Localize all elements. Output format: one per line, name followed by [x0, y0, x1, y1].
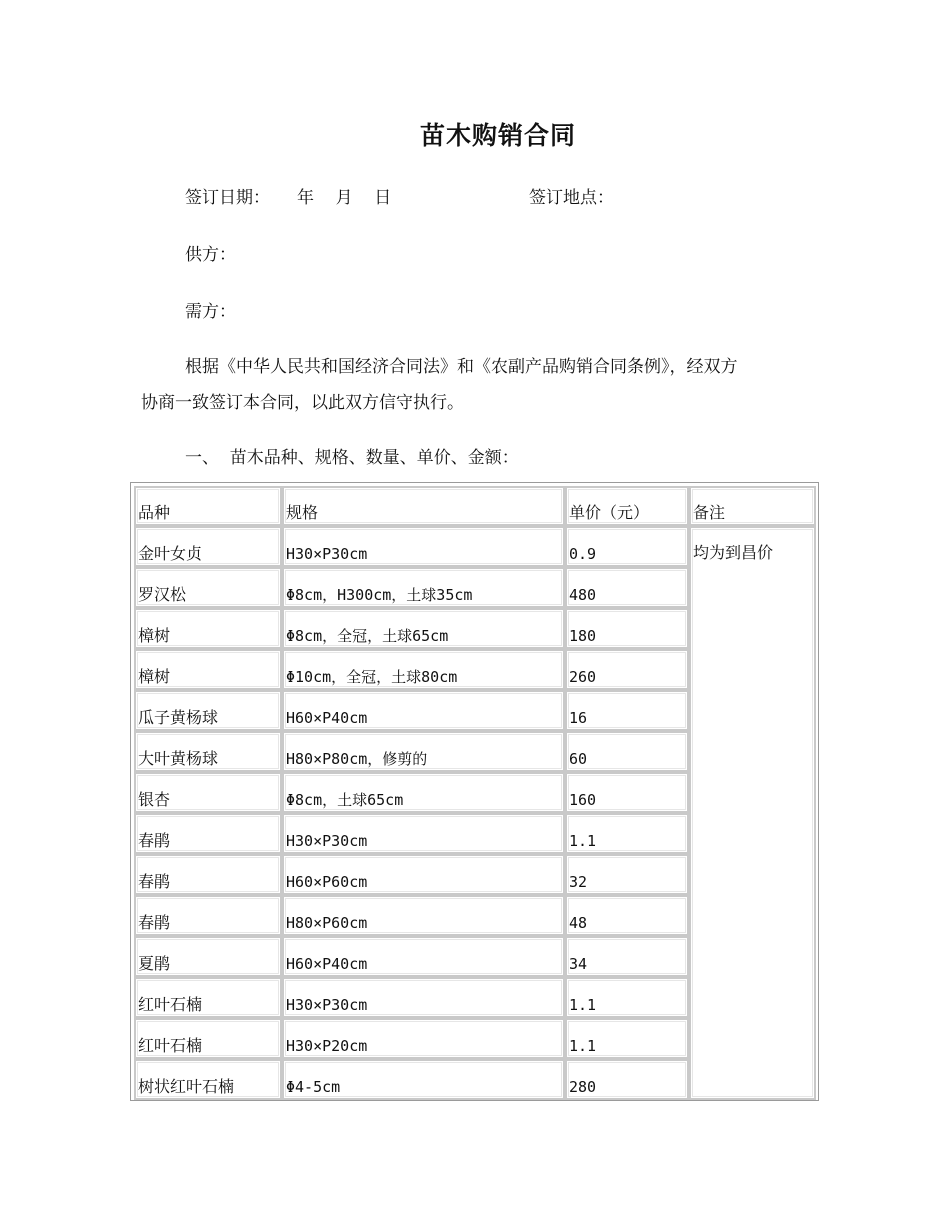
table-cell-variety-text: 樟树	[138, 667, 171, 686]
table-cell-spec-text: Φ8cm，土球65cm	[286, 791, 404, 809]
table-cell-variety-text: 红叶石楠	[138, 1036, 203, 1055]
table-cell-price-text: 32	[569, 873, 588, 891]
table-cell-price	[565, 854, 689, 895]
table-cell-price	[565, 813, 689, 854]
table-cell-spec-text: H60×P40cm	[286, 955, 368, 973]
table-cell-variety-text: 春鹃	[138, 831, 171, 850]
table-cell-variety	[134, 936, 282, 977]
table-cell-spec	[282, 813, 565, 854]
table-cell-price	[565, 977, 689, 1018]
table-cell-spec-text: H60×P60cm	[286, 873, 368, 891]
table-cell-variety-text: 樟树	[138, 626, 171, 645]
table-header-cell	[134, 486, 282, 526]
table-cell-price	[565, 526, 689, 567]
table-cell-price-text: 60	[569, 750, 588, 768]
table-cell-spec	[282, 977, 565, 1018]
table-cell-variety	[134, 1059, 282, 1100]
table-cell-spec-text: Φ10cm，全冠，土球80cm	[286, 668, 458, 686]
table-header-cell-text: 单价（元）	[569, 503, 650, 522]
table-cell-spec-text: H30×P30cm	[286, 996, 368, 1014]
table-cell-variety-text: 金叶女贞	[138, 544, 203, 563]
table-cell-price-text: 160	[569, 791, 597, 809]
table-cell-variety	[134, 526, 282, 567]
table-header-cell	[282, 486, 565, 526]
table-cell-price-text: 260	[569, 668, 597, 686]
table-cell-variety	[134, 690, 282, 731]
table-cell-note	[689, 526, 816, 1100]
table-cell-price-text: 16	[569, 709, 588, 727]
table-cell-variety-text: 大叶黄杨球	[138, 749, 219, 768]
nursery-stock-table	[130, 482, 819, 1101]
table-cell-price-text: 280	[569, 1078, 597, 1096]
table-cell-variety-text: 罗汉松	[138, 585, 187, 604]
table-cell-variety-text: 夏鹃	[138, 954, 171, 973]
table-cell-spec	[282, 772, 565, 813]
table-header-cell	[565, 486, 689, 526]
table-cell-spec	[282, 731, 565, 772]
table-cell-variety-text: 银杏	[138, 790, 171, 809]
table-cell-variety	[134, 854, 282, 895]
table-cell-price	[565, 772, 689, 813]
table-cell-spec-text: Φ8cm，H300cm，土球35cm	[286, 586, 473, 604]
table-cell-price	[565, 690, 689, 731]
table-cell-price	[565, 731, 689, 772]
document-title: 苗木购销合同	[419, 121, 576, 150]
table-cell-variety	[134, 977, 282, 1018]
table-cell-price	[565, 895, 689, 936]
buyer-line: 需方：	[185, 302, 236, 322]
table-cell-spec	[282, 649, 565, 690]
table-cell-variety	[134, 895, 282, 936]
table-cell-spec	[282, 1018, 565, 1059]
table-cell-spec-text: H80×P80cm，修剪的	[286, 750, 428, 768]
table-cell-variety-text: 春鹃	[138, 913, 171, 932]
table-cell-price	[565, 1059, 689, 1100]
table-cell-variety-text: 春鹃	[138, 872, 171, 891]
table-cell-spec	[282, 526, 565, 567]
table-cell-price-text: 0.9	[569, 545, 597, 563]
table-cell-spec-text: H80×P60cm	[286, 914, 368, 932]
table-cell-spec	[282, 854, 565, 895]
section-1-heading: 一、 苗木品种、规格、数量、单价、金额：	[185, 448, 519, 468]
table-cell-variety	[134, 1018, 282, 1059]
table-cell-price-text: 1.1	[569, 1037, 597, 1055]
table-cell-price-text: 1.1	[569, 996, 597, 1014]
table-header-cell-text: 规格	[286, 503, 319, 522]
table-cell-spec-text: H30×P30cm	[286, 545, 368, 563]
table-cell-price	[565, 649, 689, 690]
table-cell-price	[565, 608, 689, 649]
table-cell-spec	[282, 936, 565, 977]
table-cell-variety	[134, 649, 282, 690]
table-cell-price	[565, 1018, 689, 1059]
table-cell-variety	[134, 731, 282, 772]
table-cell-spec-text: H60×P40cm	[286, 709, 368, 727]
table-cell-spec	[282, 567, 565, 608]
table-cell-price-text: 180	[569, 627, 597, 645]
table-cell-variety	[134, 813, 282, 854]
table-cell-variety	[134, 567, 282, 608]
table-cell-variety-text: 瓜子黄杨球	[138, 708, 219, 727]
table-header-cell-text: 备注	[693, 503, 726, 522]
table-cell-note-text: 均为到昌价	[693, 543, 774, 562]
table-cell-variety-text: 红叶石楠	[138, 995, 203, 1014]
table-cell-price-text: 48	[569, 914, 588, 932]
table-cell-variety-text: 树状红叶石楠	[138, 1077, 235, 1096]
sign-date-line: 签订日期： 年 月 日	[185, 188, 392, 208]
table-cell-variety	[134, 608, 282, 649]
table-cell-spec	[282, 608, 565, 649]
table-cell-spec-text: H30×P20cm	[286, 1037, 368, 1055]
table-cell-spec	[282, 1059, 565, 1100]
table-cell-price	[565, 567, 689, 608]
sign-place-line: 签订地点：	[529, 188, 614, 208]
table-cell-price	[565, 936, 689, 977]
table-cell-price-text: 1.1	[569, 832, 597, 850]
contract-basis-line-2: 协商一致签订本合同，以此双方信守执行。	[141, 393, 464, 413]
table-cell-variety	[134, 772, 282, 813]
table-header-cell-text: 品种	[138, 503, 171, 522]
table-cell-spec-text: H30×P30cm	[286, 832, 368, 850]
table-cell-price-text: 480	[569, 586, 597, 604]
table-cell-spec-text: Φ4-5cm	[286, 1078, 341, 1096]
contract-basis-line-1: 根据《中华人民共和国经济合同法》和《农副产品购销合同条例》，经双方	[185, 357, 738, 377]
table-cell-spec-text: Φ8cm，全冠，土球65cm	[286, 627, 449, 645]
supplier-line: 供方：	[185, 245, 236, 265]
table-cell-price-text: 34	[569, 955, 588, 973]
table-cell-spec	[282, 690, 565, 731]
table-header-cell	[689, 486, 816, 526]
table-cell-spec	[282, 895, 565, 936]
